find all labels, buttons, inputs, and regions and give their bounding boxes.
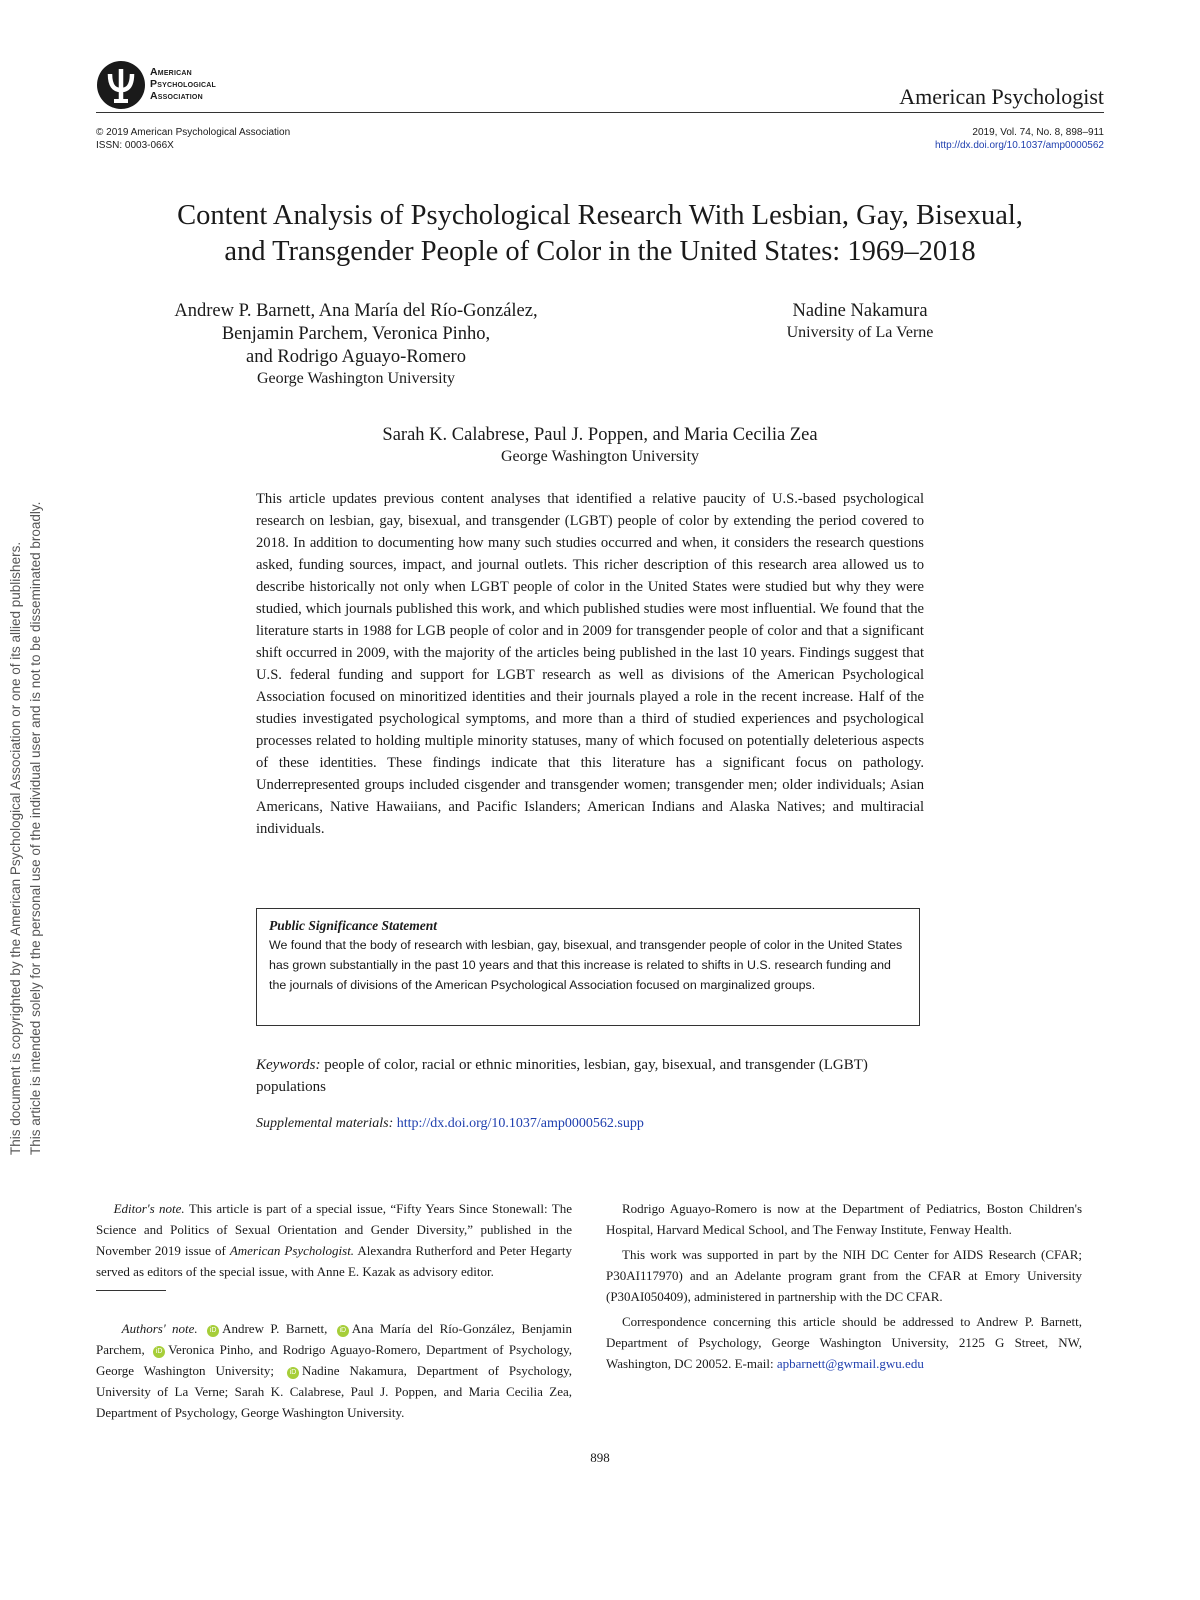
funding-note: This work was supported in part by the NIH DC Center for AIDS Research (CFAR; P30AI117970) and an Adelante program grant from the CFAR at Emory University (P30AI050409), administered in partnership with the DC CFAR. <box>606 1247 1082 1304</box>
psi-logo-icon <box>96 60 146 110</box>
affiliation: University of La Verne <box>786 324 934 341</box>
doi-link[interactable]: http://dx.doi.org/10.1037/amp0000562 <box>934 140 1104 151</box>
keywords-text: people of color, racial or ethnic minorities, lesbian, gay, bisexual, and transgender (LGBT) populations <box>256 1057 868 1095</box>
authors-note-text: Veronica Pinho, and Rodrigo Aguayo-Romero, Department of Psychology, George Washington University; <box>96 1342 573 1378</box>
footnotes-right <box>606 1198 1082 1378</box>
orcid-icon[interactable]: iD <box>337 1325 349 1337</box>
authors-note-text: Ana María del Río-González, Benjamin Parchem, <box>96 1321 573 1357</box>
author-group-2 <box>700 300 1020 343</box>
authors-note-text: Nadine Nakamura, Department of Psychology, University of La Verne; Sarah K. Calabrese, Paul J. Poppen, and Maria Cecilia Zea, Department of Psychology, George Washington University. <box>96 1363 572 1420</box>
author-names: Sarah K. Calabrese, Paul J. Poppen, and Maria Cecilia Zea <box>382 425 818 445</box>
citation-block <box>935 126 1104 152</box>
title-line: and Transgender People of Color in the United States: 1969–2018 <box>224 236 976 267</box>
issn: ISSN: 0003-066X <box>96 140 174 151</box>
public-significance-heading: Public Significance Statement <box>269 918 437 933</box>
copyright-side-notice <box>6 425 46 1155</box>
title-line: Content Analysis of Psychological Research With Lesbian, Gay, Bisexual, <box>177 200 1023 231</box>
journal-name: American Psychologist <box>899 84 1104 109</box>
publisher-line: Association <box>150 90 203 102</box>
journal-ref: American Psychologist. <box>229 1243 355 1258</box>
editors-note-text: This article is part of a special issue, “Fifty Years Since Stonewall: The Science and Politics of Sexual Orientation and Gender Diversity,” published in the November 2019 issue of <box>96 1201 573 1258</box>
email-link[interactable]: apbarnett@gwmail.gwu.edu <box>776 1356 924 1371</box>
side-notice-line: This article is intended solely for the personal use of the individual user and is not to be disseminated broadly. <box>28 501 43 1155</box>
orcid-icon[interactable]: iD <box>153 1346 165 1358</box>
authors-note-label: Authors' note. <box>121 1321 198 1336</box>
authors-note <box>96 1318 572 1423</box>
copyright-block <box>96 126 290 152</box>
author-names: Benjamin Parchem, Veronica Pinho, <box>221 324 491 344</box>
editors-note-label: Editor's note. <box>113 1201 185 1216</box>
publisher-line: American <box>150 66 192 78</box>
editors-note-text: Alexandra Rutherford and Peter Hegarty served as editors of the special issue, with Anne E. Kazak as advisory editor. <box>96 1243 572 1279</box>
keywords <box>256 1054 924 1098</box>
citation: 2019, Vol. 74, No. 8, 898–911 <box>972 127 1104 138</box>
author-names: and Rodrigo Aguayo-Romero <box>246 347 466 367</box>
author-names: Nadine Nakamura <box>792 301 928 321</box>
side-notice-line: This document is copyrighted by the American Psychological Association or one of its allied publishers. <box>8 541 23 1155</box>
affiliation: George Washington University <box>500 448 700 465</box>
author-names: Andrew P. Barnett, Ana María del Río-González, <box>174 301 538 321</box>
correspondence-note <box>606 1311 1082 1374</box>
keywords-label: Keywords: <box>256 1057 321 1073</box>
affiliation: George Washington University <box>256 370 456 387</box>
editors-note <box>96 1198 572 1282</box>
publisher-line: Psychological <box>150 78 216 90</box>
page-number: 898 <box>590 1450 610 1465</box>
publisher-name <box>150 66 216 102</box>
apa-logo <box>96 60 356 112</box>
public-significance-body: We found that the body of research with lesbian, gay, bisexual, and transgender people of color in the United States has grown substantially in the past 10 years and that this increase is related to shifts in U.S. research funding and the journals of divisions of the American Psychological Association focused on marginalized groups. <box>269 938 903 992</box>
author-group-3 <box>200 424 1000 467</box>
author-group-1 <box>96 300 616 389</box>
orcid-icon[interactable]: iD <box>287 1367 299 1379</box>
supplemental-label: Supplemental materials: <box>256 1116 394 1131</box>
article-title <box>80 198 1120 270</box>
header-rule <box>96 112 1104 113</box>
abstract: This article updates previous content analyses that identified a relative paucity of U.S.-based psychological research on lesbian, gay, bisexual, and transgender (LGBT) people of color by extending the period covered to 2018. In addition to documenting how many such studies occurred and when, it considers the research questions asked, funding sources, impact, and journal outlets. This richer description of this research area allowed us to describe historically not only when LGBT people of color in the United States were studied but why they were studied, which journals published this work, and which published studies were most influential. We found that the literature starts in 1988 for LGB people of color and in 2009 for transgender people of color and that a significant shift occurred in 2009, with the majority of the articles being published in the last 10 years. Findings suggest that U.S. federal funding and support for LGBT research as well as divisions of the American Psychological Association focused on minoritized identities and their journals played a role in the recent increase. Half of the studies investigated psychological symptoms, and more than a third of studied experiences and psychological processes related to holding multiple minority statuses, many of which focused on potentially deleterious aspects of these identities. These findings indicate that this literature has a significant focus on pathology. Underrepresented groups included cisgender and transgender women; transgender men; older individuals; Asian Americans, Native Hawaiians, and Pacific Islanders; American Indians and Alaska Natives; and multiracial individuals. <box>256 491 924 837</box>
public-significance-box <box>256 908 920 1026</box>
affiliation-change-note: Rodrigo Aguayo-Romero is now at the Department of Pediatrics, Boston Children's Hospital, Harvard Medical School, and The Fenway Institute, Fenway Health. <box>606 1201 1082 1237</box>
supplemental-materials <box>256 1114 924 1134</box>
footnote-rule <box>96 1290 166 1291</box>
supplemental-link[interactable]: http://dx.doi.org/10.1037/amp0000562.supp <box>396 1116 644 1131</box>
correspondence-text: Correspondence concerning this article should be addressed to Andrew P. Barnett, Department of Psychology, George Washington University, 2125 G Street, NW, Washington, DC 20052. E-mail: <box>606 1314 1082 1371</box>
orcid-icon[interactable]: iD <box>207 1325 219 1337</box>
authors-note-text: Andrew P. Barnett, <box>222 1321 328 1336</box>
copyright: © 2019 American Psychological Association <box>96 127 291 138</box>
